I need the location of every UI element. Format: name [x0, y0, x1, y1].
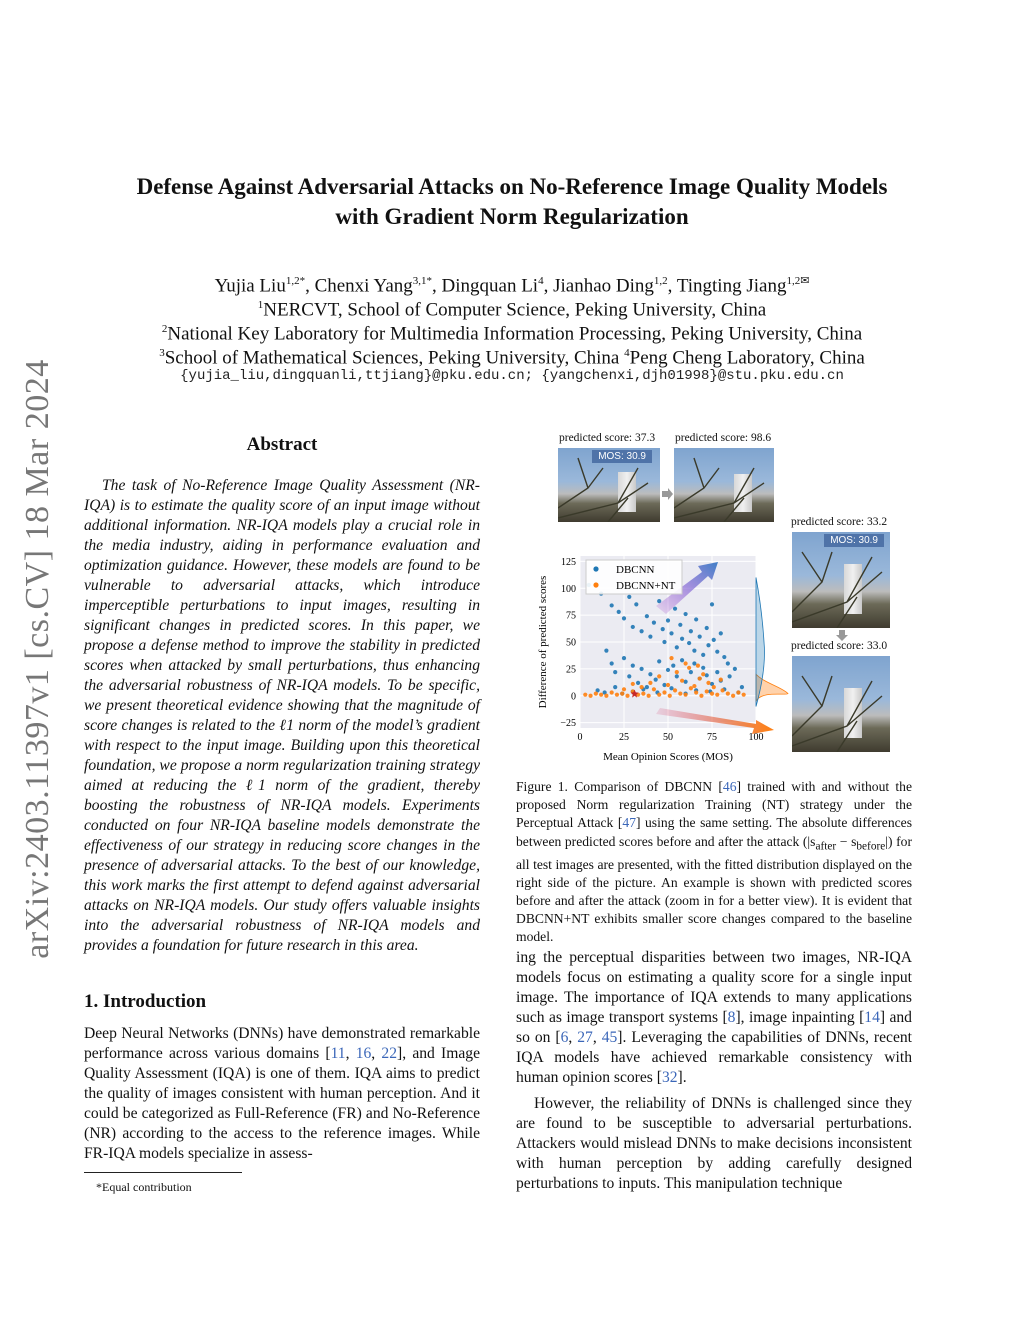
data-point-dbcnn [675, 674, 679, 678]
data-point-dbcnn-nt [712, 685, 716, 689]
author-affil: 4 [538, 275, 544, 287]
legend-label-dbcnn-nt: DBCNN+NT [616, 580, 676, 592]
author-affil: 1,2✉ [786, 275, 810, 287]
data-point-dbcnn-nt [675, 670, 679, 674]
data-point-dbcnn-nt [742, 693, 746, 697]
data-point-dbcnn [680, 658, 684, 662]
data-point-dbcnn [657, 659, 661, 663]
data-point-dbcnn [719, 631, 723, 635]
y-tick-label: 75 [566, 610, 576, 622]
data-point-dbcnn-nt [599, 693, 603, 697]
affiliation-3-4 [60, 342, 964, 369]
data-point-dbcnn [604, 649, 608, 653]
data-point-dbcnn-nt [615, 693, 619, 697]
text-span: ] trained with and without the proposed Norm regularization Training (NT) strategy under the Perceptual Attack [ [516, 779, 913, 831]
citation-link[interactable]: 11 [330, 1045, 346, 1062]
affil-number: 3 [159, 347, 165, 359]
data-point-dbcnn-nt [692, 684, 696, 688]
paragraph: However, the reliability of DNNs is challenged since they are found to be susceptible to adversarial perturbations. Attackers would mislead DNNs to make decisions inconsistent with human perception by adding carefully designed perturbations to inputs. This manipulation technique [516, 1095, 912, 1192]
text-span: ] and so on [ [516, 1009, 912, 1046]
data-point-dbcnn [634, 602, 638, 606]
data-point-dbcnn-nt [698, 676, 702, 680]
text-span: ], and Image Quality Assessment (IQA) is one of them. IQA aims to predict the quality of images consistent with human perception. And it could be categorized as Full-Reference (FR) and No-Reference (NR) according to the access to the reference images. While FR-IQA models specialize in assess- [84, 1045, 481, 1162]
data-point-dbcnn [622, 616, 626, 620]
data-point-dbcnn-nt [652, 687, 656, 691]
data-point-dbcnn-nt [687, 666, 691, 670]
data-point-dbcnn-nt [706, 681, 710, 685]
title-line-1: Defense Against Adversarial Attacks on No-Reference Image Quality Models [136, 174, 888, 199]
y-tick-label: 50 [566, 637, 576, 649]
example-image-after [674, 448, 774, 522]
data-point-dbcnn-nt [696, 664, 700, 668]
data-point-dbcnn [666, 668, 670, 672]
data-point-dbcnn [701, 653, 705, 657]
citation-link[interactable]: 32 [661, 1069, 678, 1086]
data-point-dbcnn [636, 681, 640, 685]
data-point-dbcnn [728, 674, 732, 678]
text-span: − s [836, 833, 857, 849]
affil-text: National Key Laboratory for Multimedia Information Processing, Peking University, China [167, 323, 863, 345]
data-point-dbcnn [689, 629, 693, 633]
data-point-dbcnn [640, 629, 644, 633]
citation-link[interactable]: 47 [622, 815, 636, 831]
text-span: ] using the same setting. The absolute differences between predicted scores before and after the attack (|s [516, 815, 912, 849]
data-point-dbcnn-nt [715, 693, 719, 697]
data-point-dbcnn [631, 625, 635, 629]
data-point-dbcnn [654, 678, 658, 682]
x-tick-label: 25 [619, 732, 629, 743]
title-line-2: with Gradient Norm Regularization [335, 204, 689, 229]
author-name: Dingquan Li [441, 275, 539, 297]
text-span: ]. [677, 1069, 687, 1086]
data-point-dbcnn-nt [640, 685, 644, 689]
data-point-dbcnn-nt [657, 693, 661, 697]
data-point-dbcnn-nt [680, 679, 684, 683]
text-span: Comparison of DBCNN [ [574, 779, 723, 794]
data-point-dbcnn [687, 641, 691, 645]
text-span: ing the perceptual disparities between two images, NR-IQA models focus on estimating a quality score for a single input image. The importance of IQA extends to many applications such as image transport systems [ [516, 949, 912, 1026]
data-point-dbcnn-nt [622, 687, 626, 691]
author-emails: {yujia_liu,dingquanli,ttjiang}@pku.edu.cn; {yangchenxi,djh01998}@stu.pku.edu.cn [180, 368, 844, 384]
abstract-text: The task of No-Reference Image Quality Assessment (NR-IQA) is to estimate the quality score of an input image without additional information. NR-IQA models play a crucial role in the media industry, aiding in performance evaluation and optimization guidance. However, these models are found to be vulnerable to adversarial attacks, which introduce imperceptible perturbations to input images, resulting in significant changes in predicted scores. In this paper, we propose a defense method to improve the stability in predicted scores when attacked by small perturbations, thus enhancing the adversarial robustness of NR-IQA models. To be specific, we present theoretical evidence showing that the magnitude of score changes is related to the ℓ1 norm of the model’s gradient with respect to the input image. Building upon this theoretical foundation, we propose a norm regularization training strategy aimed at reducing the ℓ1 norm of the gradient, thereby boosting the robustness of NR-IQA models. Experiments conducted on four NR-IQA baseline models demonstrate the effectiveness of our strategy in reducing score changes in the presence of adversarial attacks. To the best of our knowledge, this work marks the first attempt to defend against adversarial attacks on NR-IQA models. Our study offers valuable insights into the adversarial robustness of NR-IQA models and provides a foundation for future research in this area. [84, 477, 480, 954]
data-point-dbcnn [661, 627, 665, 631]
data-point-dbcnn-nt [699, 694, 703, 698]
arrow-right-icon [660, 488, 674, 500]
citation-link[interactable]: 46 [722, 779, 737, 794]
data-point-dbcnn-nt [684, 661, 688, 665]
x-tick-label: 0 [577, 732, 583, 743]
data-point-dbcnn [666, 618, 670, 622]
data-point-dbcnn-nt [647, 694, 651, 698]
data-point-dbcnn [669, 631, 673, 635]
data-point-dbcnn [689, 670, 693, 674]
data-point-dbcnn-nt [694, 690, 698, 694]
figure-1 [516, 430, 912, 770]
data-point-dbcnn [627, 595, 631, 599]
data-point-dbcnn [712, 638, 716, 642]
citation-link[interactable]: 27 [577, 1029, 593, 1046]
citation-link[interactable]: 22 [381, 1045, 398, 1062]
pred-score-label: predicted score: 98.6 [675, 432, 772, 444]
data-point-dbcnn [675, 645, 679, 649]
data-point-dbcnn [710, 602, 714, 606]
data-point-dbcnn-nt [583, 693, 587, 697]
data-point-dbcnn [627, 674, 631, 678]
data-point-dbcnn [669, 686, 673, 690]
data-point-dbcnn [617, 610, 621, 614]
data-point-dbcnn-nt [594, 692, 598, 696]
text-span: Deep Neural Networks (DNNs) have demonstrated remarkable performance across various domains [ [84, 1025, 480, 1062]
data-point-dbcnn-nt [710, 692, 714, 696]
data-point-dbcnn-nt [678, 692, 682, 696]
paper-title [60, 172, 964, 232]
data-point-dbcnn [613, 685, 617, 689]
example-image-nt-before [792, 532, 890, 628]
data-point-dbcnn [622, 656, 626, 660]
data-point-dbcnn [610, 661, 614, 665]
data-point-dbcnn [705, 626, 709, 630]
y-tick-label: 100 [561, 583, 576, 595]
affil-text: Peng Cheng Laboratory, China [629, 347, 865, 369]
data-point-dbcnn [726, 661, 730, 665]
data-point-dbcnn-nt [588, 694, 592, 698]
affil-number: 4 [624, 347, 630, 359]
author-name: Yujia Liu [214, 275, 286, 297]
legend-dot-dbcnn-nt [593, 582, 598, 587]
y-tick-label: 0 [571, 691, 576, 703]
affil-number: 2 [161, 323, 168, 335]
tree-branches [674, 448, 774, 522]
data-point-dbcnn [706, 643, 710, 647]
data-point-dbcnn [692, 661, 696, 665]
data-point-dbcnn [631, 664, 635, 668]
example-image-before [558, 448, 660, 522]
footnote: *Equal contribution [96, 1180, 192, 1194]
x-tick-label: 100 [748, 732, 764, 743]
data-point-dbcnn-nt [620, 692, 624, 696]
pred-score-label: predicted score: 37.3 [559, 432, 656, 444]
author-affil: 3,1* [412, 275, 433, 287]
x-tick-label: 75 [707, 732, 717, 743]
author-list: Yujia Liu$^{1,2*}$, Chenxi Yang$^{3,1*}$, Dingquan Li$^4$, Jianhao Ding$^{1,2}$, Tingting Jiang$^{1,2✉}$ [214, 275, 810, 297]
subscript: before [856, 840, 886, 853]
legend-dot-dbcnn [593, 566, 598, 571]
data-point-dbcnn-nt [701, 672, 705, 676]
data-point-dbcnn-nt [604, 694, 608, 698]
mos-badge: MOS: 30.9 [824, 534, 884, 547]
data-point-dbcnn [692, 649, 696, 653]
data-point-dbcnn [678, 623, 682, 627]
citation-link[interactable]: 6 [560, 1029, 569, 1046]
data-point-dbcnn [694, 617, 698, 621]
author-name: Chenxi Yang [314, 275, 413, 297]
data-point-dbcnn-nt [625, 694, 629, 698]
pred-score-label: predicted score: 33.2 [791, 516, 888, 528]
data-point-dbcnn [673, 607, 677, 611]
intro-heading: 1. Introduction [84, 991, 207, 1012]
text-span: |) for all test images are presented, with the fitted distribution displayed on the right side of the picture. An example is shown with predicted scores before and after the attack (zoom in for a better view). It is evident that DBCNN+NT exhibits smaller score changes compared to the baseline model. [516, 833, 912, 945]
data-point-dbcnn-nt [641, 692, 645, 696]
figure-caption [516, 778, 912, 947]
intro-paragraph: Deep Neural Networks (DNNs) have demonstrated remarkable performance across various domains [11, 16, 22], and Image Quality Assessment (IQA) is one of them. IQA aims to predict the quality of images consistent with human perception. And it could be categorized as Full-Reference (FR) and No-Reference (NR) according to the access to the reference images. While FR-IQA models specialize in assess- [84, 1025, 481, 1162]
author-name: Jianhao Ding [553, 275, 654, 297]
data-point-dbcnn [610, 603, 614, 607]
data-point-dbcnn-nt [731, 694, 735, 698]
data-point-dbcnn-nt [631, 682, 635, 686]
data-point-dbcnn-nt [666, 683, 670, 687]
author-affil: 1,2* [285, 275, 306, 287]
data-point-dbcnn-nt [673, 688, 677, 692]
affil-text: NERCVT, School of Computer Science, Peking University, China [263, 299, 767, 321]
data-point-dbcnn-nt [648, 681, 652, 685]
x-tick-label: 50 [663, 732, 673, 743]
data-point-dbcnn-nt [610, 690, 614, 694]
data-point-dbcnn [701, 666, 705, 670]
right-column-text [516, 948, 912, 1194]
pred-score-label: predicted score: 33.0 [791, 640, 888, 652]
data-point-dbcnn [645, 685, 649, 689]
data-point-dbcnn [733, 667, 737, 671]
affil-text: School of Mathematical Sciences, Peking University, China [164, 347, 620, 369]
citation-link[interactable]: 8 [727, 1009, 736, 1026]
y-tick-label: 25 [566, 664, 576, 676]
abstract-heading: Abstract [246, 434, 318, 455]
data-point-dbcnn [613, 670, 617, 674]
data-point-dbcnn [698, 635, 702, 639]
data-point-dbcnn [680, 637, 684, 641]
data-point-dbcnn [648, 635, 652, 639]
data-point-dbcnn [684, 612, 688, 616]
data-point-dbcnn [740, 685, 744, 689]
mos-badge: MOS: 30.9 [592, 450, 652, 463]
y-tick-label: 125 [561, 556, 576, 568]
citation-link[interactable]: 45 [601, 1029, 618, 1046]
scatter-chart [516, 548, 792, 770]
example-image-nt-after [792, 656, 890, 752]
data-point-dbcnn-nt [669, 656, 673, 660]
data-point-dbcnn-nt [684, 693, 688, 697]
data-point-dbcnn-nt [705, 689, 709, 693]
subscript: after [815, 840, 837, 853]
data-point-dbcnn [722, 655, 726, 659]
affil-number: 1 [257, 299, 264, 311]
data-point-dbcnn-nt [668, 694, 672, 698]
data-point-dbcnn [645, 614, 649, 618]
data-point-dbcnn-nt [662, 690, 666, 694]
paragraph: ing the perceptual disparities between two images, NR-IQA models focus on estimating a quality score for a single input image. The importance of IQA extends to many applications such as image transport systems [8], image inpainting [14] and so on [6, 27, 45]. Leveraging the capabilities of DNNs, recent IQA models have achieved remarkable consistency with human opinion scores [32]. [516, 949, 913, 1086]
data-point-dbcnn-nt [720, 688, 724, 692]
data-point-dbcnn-nt [689, 686, 693, 690]
data-point-dbcnn [662, 640, 666, 644]
data-point-dbcnn [715, 670, 719, 674]
author-affil: 1,2 [653, 275, 668, 287]
author-name: Tingting Jiang [676, 275, 787, 297]
data-point-dbcnn-nt [657, 674, 661, 678]
y-tick-label: −25 [560, 718, 576, 730]
data-point-dbcnn-nt [726, 692, 730, 696]
tree-branches [792, 656, 890, 752]
citation-link[interactable]: 16 [355, 1045, 372, 1062]
data-point-dbcnn [652, 621, 656, 625]
legend-label-dbcnn: DBCNN [616, 564, 655, 576]
y-axis-label: Difference of predicted scores [537, 575, 549, 709]
data-point-dbcnn-nt [736, 690, 740, 694]
x-axis-label: Mean Opinion Scores (MOS) [603, 751, 733, 763]
data-point-dbcnn [640, 667, 644, 671]
text-span: ]. Leveraging the capabilities of DNNs, recent IQA models have achieved remarkable consistency with human opinion scores [ [516, 1029, 913, 1086]
citation-link[interactable]: 14 [864, 1009, 880, 1026]
data-point-dbcnn [648, 672, 652, 676]
caption-label: Figure 1. [516, 779, 575, 794]
data-point-dbcnn [671, 664, 675, 668]
data-point-dbcnn-nt [719, 678, 723, 682]
text-span: ], image inpainting [ [735, 1009, 865, 1026]
footnote-divider [84, 1172, 242, 1173]
data-point-dbcnn [715, 650, 719, 654]
arxiv-identifier: arXiv:2403.11397v1 [cs.CV] 18 Mar 2024 [19, 359, 56, 959]
